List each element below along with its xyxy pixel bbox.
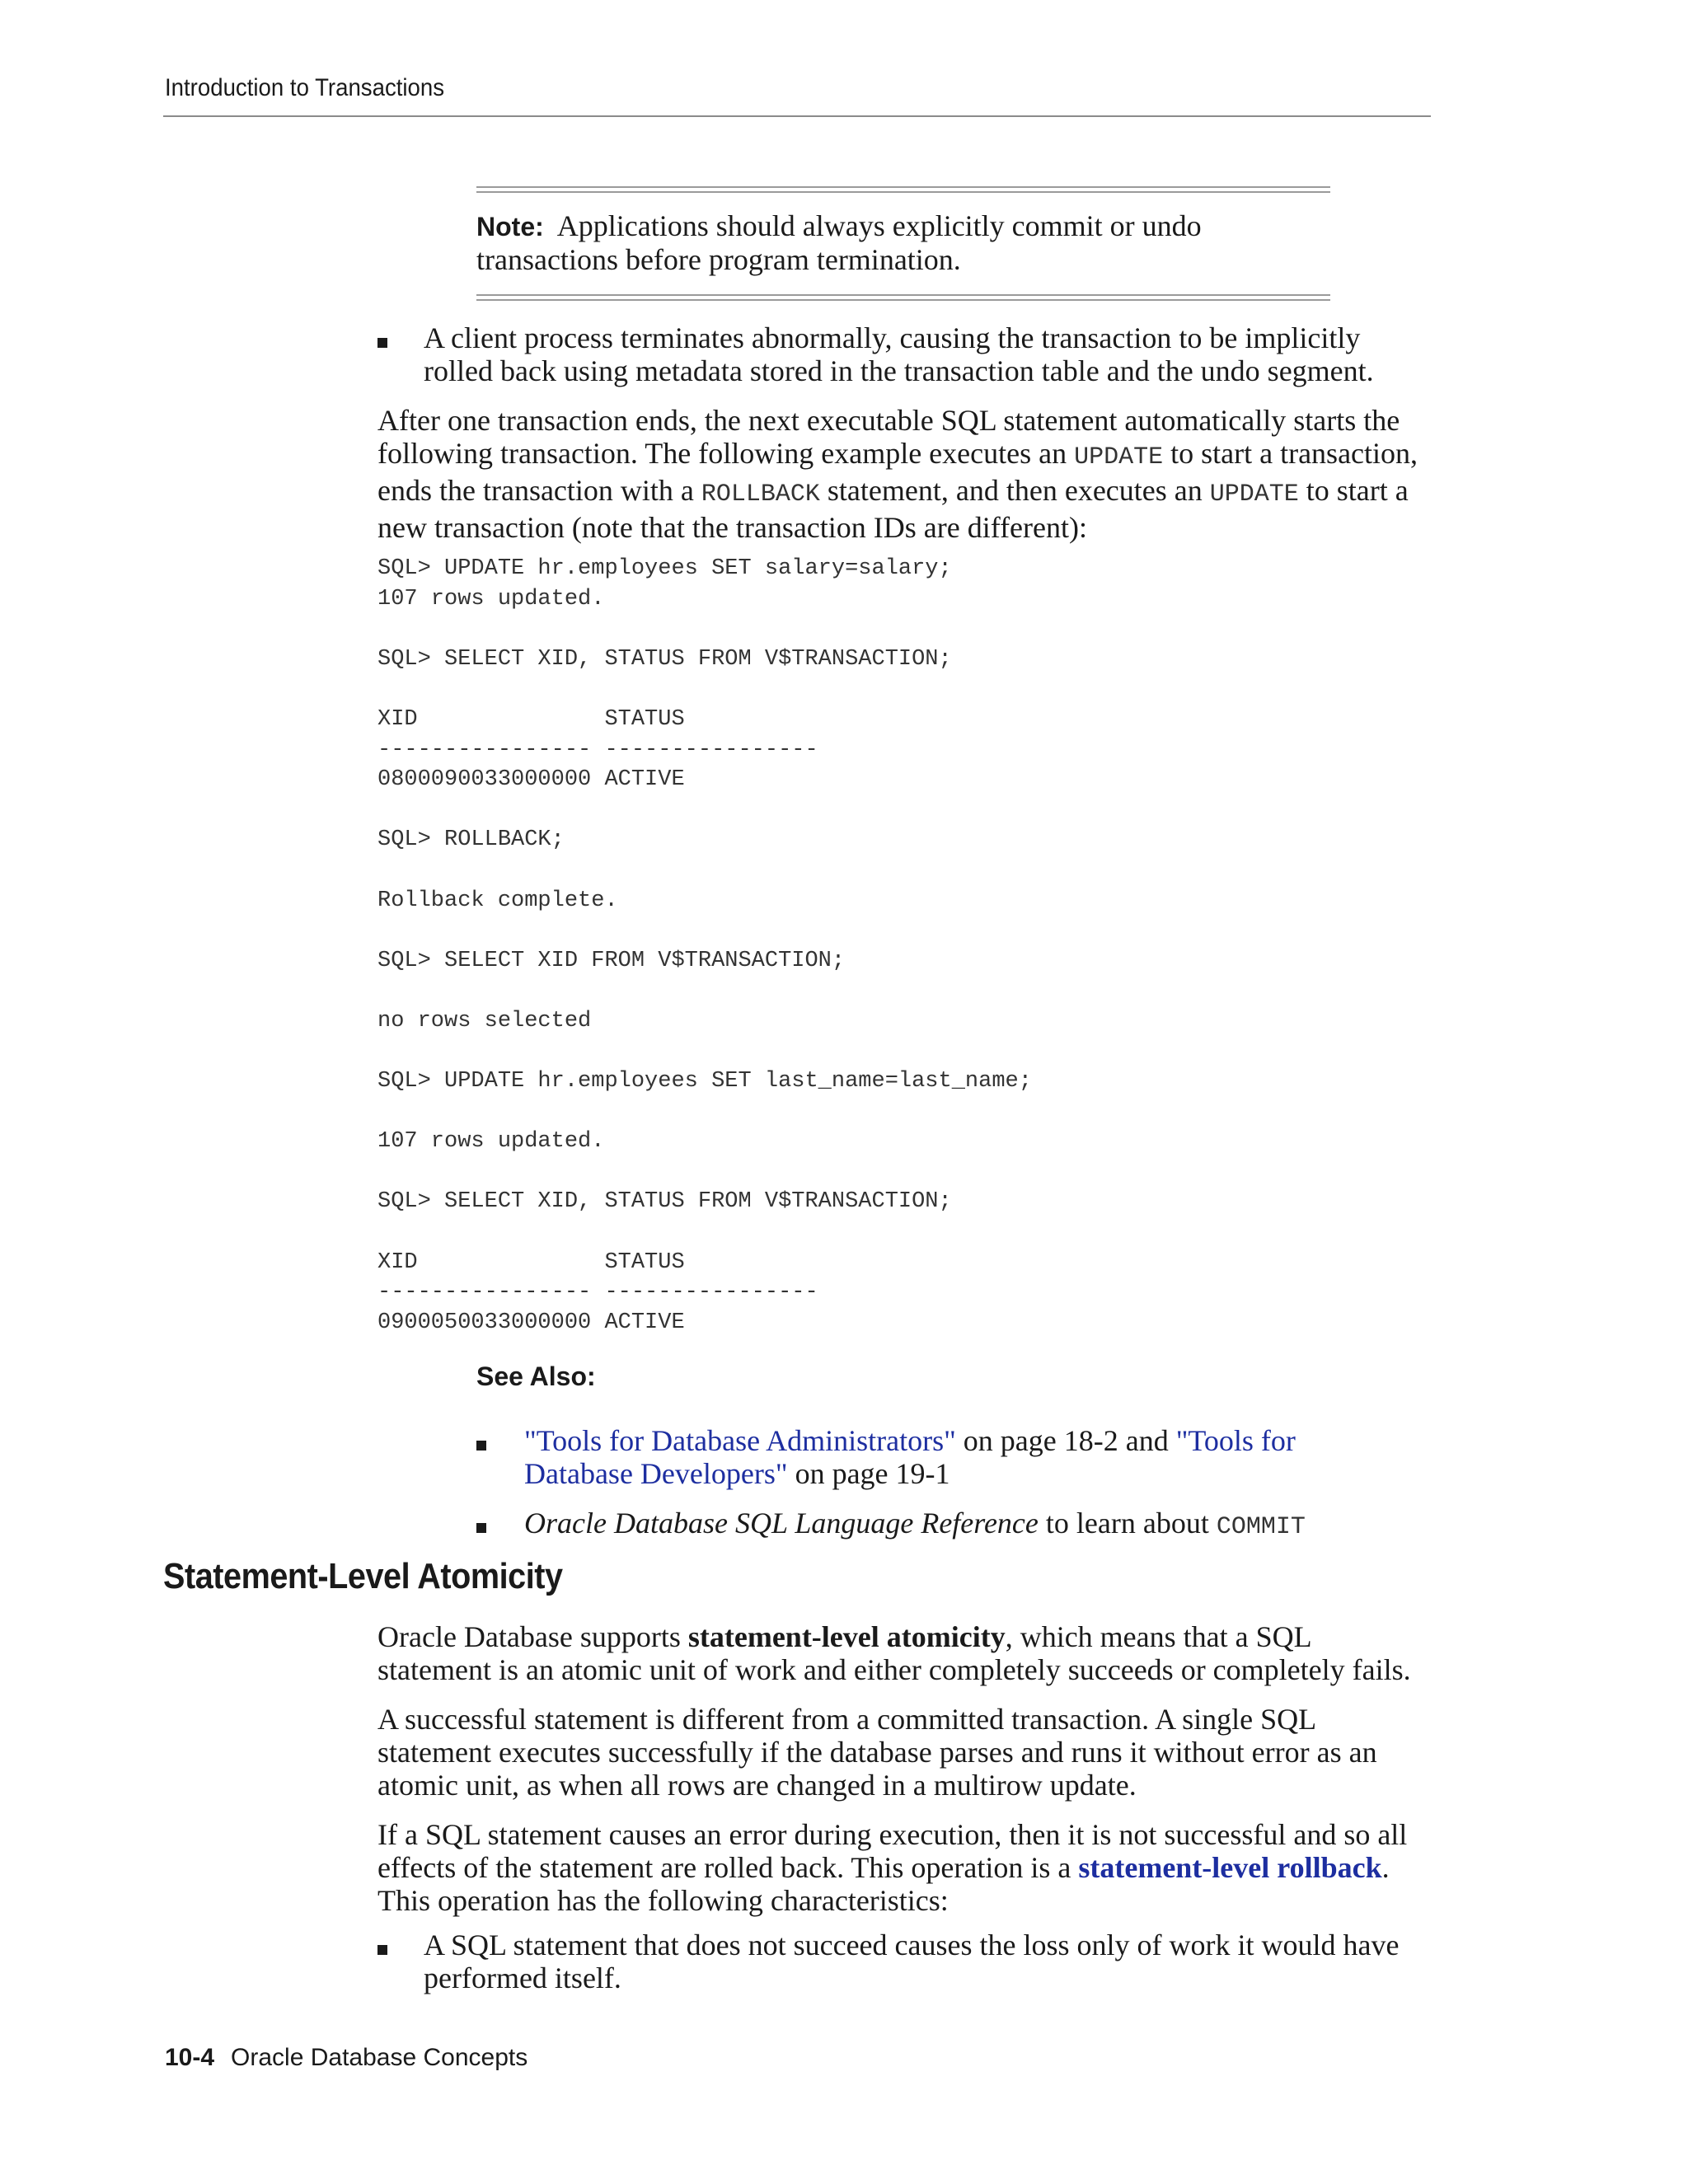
intro-paragraph: After one transaction ends, the next executable SQL statement automatically starts the following transaction. The following example executes an UPDATE to start a transaction, ends the transaction with a ROLLBACK statement, and then executes an UPDATE to start a new transaction (note that the transaction IDs are different): [377, 404, 1418, 544]
term-bold: statement-level atomicity [687, 1620, 1006, 1653]
note-text: Applications should always explicitly commit or undo transactions before program termination. [476, 209, 1202, 276]
paragraph-successful-statement: A successful statement is different from a committed transaction. A single SQL statement executes successfully if the database parses and runs it without error as an atomic unit, as when all rows are changed in a multirow update. [377, 1703, 1377, 1802]
book-title-italic: Oracle Database SQL Language Reference [524, 1507, 1039, 1540]
header-rule [163, 115, 1431, 117]
paragraph-atomicity: Oracle Database supports statement-level atomicity, which means that a SQL statement is an atomic unit of work and either completely succeeds or completely fails. [377, 1620, 1411, 1686]
note-box [476, 186, 1330, 301]
list-item-text: A client process terminates abnormally, causing the transaction to be implicitly rolled back using metadata stored in the transaction table and the undo segment. [424, 321, 1374, 387]
paragraph-statement-error: If a SQL statement causes an error during execution, then it is not successful and so all effects of the statement are rolled back. This operation is a statement-level rollback. This operation has the following characteristics: [377, 1818, 1408, 1917]
bullet-square-icon [377, 1945, 387, 1955]
running-header: Introduction to Transactions [165, 74, 445, 101]
link-tools-for-developers[interactable]: "Tools for [1175, 1424, 1296, 1457]
inline-code: UPDATE [1209, 480, 1299, 509]
book-title: Oracle Database Concepts [231, 2044, 528, 2071]
page-footer [165, 2044, 528, 2072]
list-item-text: A SQL statement that does not succeed causes the loss only of work it would have performed itself. [424, 1929, 1400, 1994]
note-label: Note: [476, 212, 544, 241]
bullet-square-icon [377, 338, 387, 348]
link-tools-for-dba[interactable]: "Tools for Database Administrators" [524, 1424, 956, 1457]
list-item-text: Oracle Database SQL Language Reference to learn about COMMIT [524, 1507, 1306, 1541]
list-item-text: "Tools for Database Administrators" on page 18-2 and "Tools for Database Developers" on page 19-1 [524, 1424, 1296, 1490]
inline-code: UPDATE [1074, 443, 1164, 471]
page-number: 10-4 [165, 2044, 215, 2071]
bullet-square-icon [476, 1523, 486, 1533]
note-body [476, 193, 1330, 294]
note-top-rule [476, 186, 1330, 193]
inline-code: ROLLBACK [701, 480, 820, 509]
link-statement-level-rollback[interactable]: statement-level rollback [1078, 1851, 1382, 1884]
link-tools-for-developers-cont[interactable]: Database Developers" [524, 1457, 788, 1490]
bullet-square-icon [476, 1441, 486, 1451]
see-also-title: See Also: [476, 1361, 596, 1391]
note-bottom-rule [476, 294, 1330, 301]
section-heading: Statement-Level Atomicity [163, 1556, 563, 1596]
code-example: SQL> UPDATE hr.employees SET salary=salary; 107 rows updated. SQL> SELECT XID, STATUS FROM V$TRANSACTION; XID STATUS ---------------- ---------------- 0800090033000000 ACTIVE SQL> ROLLBACK; Rollback complete. SQL> SELECT XID FROM V$TRANSACTION; no rows selected SQL> UPDATE hr.employees SET last_name=last_name; 107 rows updated. SQL> SELECT XID, STATUS FROM V$TRANSACTION; XID STATUS ---------------- ---------------- 0900050033000000 ACTIVE [377, 556, 1032, 1335]
inline-code: COMMIT [1216, 1513, 1306, 1541]
